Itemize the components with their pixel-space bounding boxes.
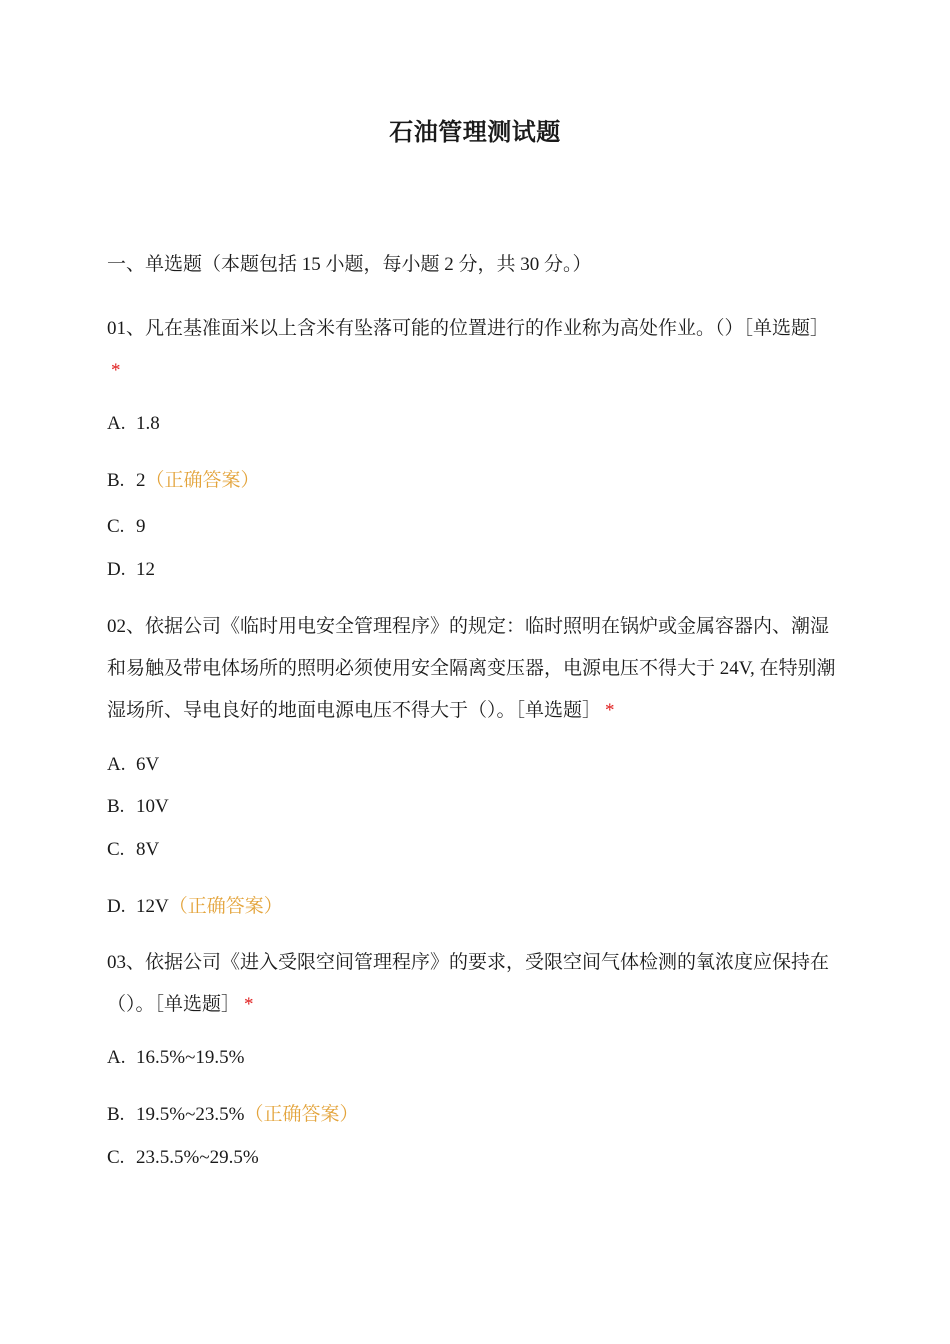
q3-option-b [107,1100,358,1130]
required-mark: * [605,700,615,721]
option-letter: B. [107,470,125,491]
correct-answer-label: （正确答案） [145,470,260,491]
section-heading: 一、单选题（本题包括 15 小题，每小题 2 分，共 30 分。） [107,254,592,275]
document-title: 石油管理测试题 [389,118,561,146]
correct-answer-label: （正确答案） [168,896,283,917]
option-letter: A. [107,754,126,775]
option-text: 12 [136,559,155,580]
option-text: 1.8 [136,413,160,434]
q1-option-c [107,512,146,542]
option-text: 16.5%~19.5% [136,1047,245,1068]
required-mark: * [244,994,254,1015]
q1-option-d [107,555,155,585]
question-1 [107,308,842,392]
option-text: 9 [136,516,146,537]
option-text: 23.5.5%~29.5% [136,1147,259,1168]
question-1-text: 01、凡在基准面米以上含米有坠落可能的位置进行的作业称为高处作业。（）［单选题］ [107,318,830,339]
q1-option-b [107,466,260,496]
correct-answer-label: （正确答案） [244,1104,359,1125]
q3-option-a [107,1043,244,1073]
option-text: 19.5%~23.5% [136,1104,245,1125]
q2-option-c [107,835,159,865]
option-letter: C. [107,1147,125,1168]
q2-option-a [107,750,159,780]
q2-option-b [107,792,169,822]
question-2 [107,606,842,732]
q3-option-c [107,1143,259,1173]
q2-option-d [107,892,283,922]
option-text: 6V [136,754,160,775]
question-3-text: 03、依据公司《进入受限空间管理程序》的要求，受限空间气体检测的氧浓度应保持在（）。［单选题］ [107,952,830,1015]
option-text: 12V [136,896,169,917]
option-text: 2 [136,470,146,491]
option-text: 8V [136,839,160,860]
question-3 [107,942,842,1026]
option-letter: B. [107,1104,125,1125]
option-letter: D. [107,559,126,580]
question-2-text: 02、依据公司《临时用电安全管理程序》的规定：临时照明在锅炉或金属容器内、潮湿和易触及带电体场所的照明必须使用安全隔离变压器，电源电压不得大于 24V, 在特别潮湿场所、导电良好的地面电源电压不得大于（）。［单选题］ [107,616,836,721]
option-letter: D. [107,896,126,917]
option-letter: B. [107,796,125,817]
option-letter: C. [107,516,125,537]
option-letter: C. [107,839,125,860]
option-text: 10V [136,796,169,817]
option-letter: A. [107,413,126,434]
option-letter: A. [107,1047,126,1068]
q1-option-a [107,409,160,439]
required-mark: * [111,360,121,381]
